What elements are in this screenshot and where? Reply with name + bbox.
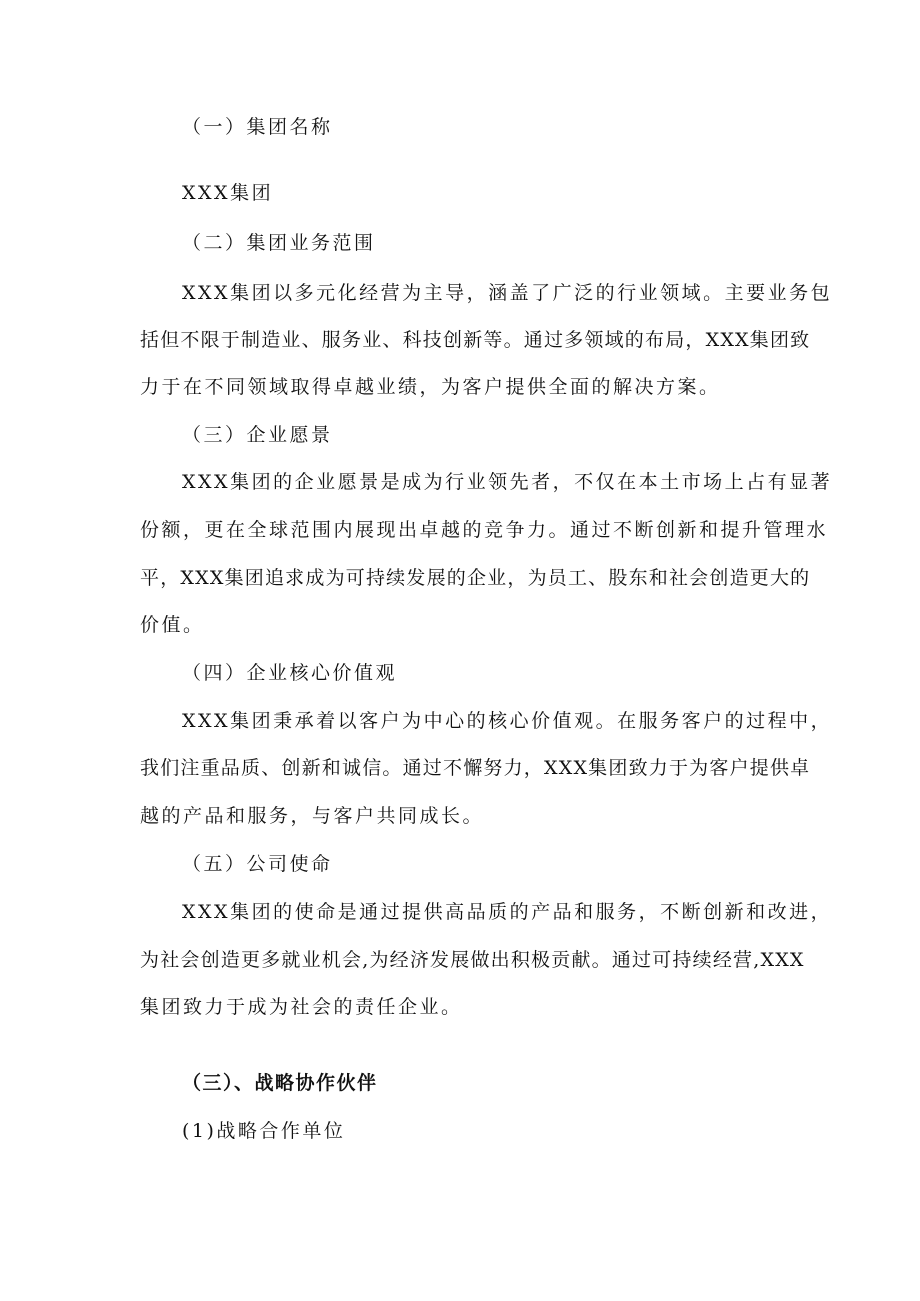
paragraph-line: XXX集团的使命是通过提供高品质的产品和服务，不断创新和改进， [182,901,833,923]
paragraph-line: 集团致力于成为社会的责任企业。 [140,996,463,1018]
section-heading-business-scope: （二）集团业务范围 [182,232,376,254]
section-heading-vision: （三）企业愿景 [182,424,333,446]
paragraph-line: XXX集团的企业愿景是成为行业领先者，不仅在本土市场上占有显著 [182,471,833,493]
subheading-strategic-cooperation-units: (1)战略合作单位 [182,1120,346,1142]
company-name-text: XXX集团 [182,182,274,204]
section-heading-strategic-partners: （三）、战略协作伙伴 [182,1072,378,1094]
paragraph-line: XXX集团秉承着以客户为中心的核心价值观。在服务客户的过程中， [182,710,833,732]
section-heading-core-values: （四）企业核心价值观 [182,662,398,684]
paragraph-line: 越的产品和服务，与客户共同成长。 [140,805,485,827]
paragraph-line: 份额，更在全球范围内展现出卓越的竞争力。通过不断创新和提升管理水 [140,519,829,541]
paragraph-line: 平，XXX集团追求成为可持续发展的企业，为员工、股东和社会创造更大的 [140,567,811,589]
section-heading-company-name: （一）集团名称 [182,116,333,138]
paragraph-line: 价值。 [140,614,205,636]
paragraph-line: 为社会创造更多就业机会,为经济发展做出积极贡献。通过可持续经营,XXX [140,949,805,971]
section-heading-mission: （五）公司使命 [182,853,333,875]
paragraph-line: 括但不限于制造业、服务业、科技创新等。通过多领域的布局，XXX集团致 [140,329,811,351]
paragraph-line: XXX集团以多元化经营为主导，涵盖了广泛的行业领域。主要业务包 [182,282,833,304]
paragraph-line: 力于在不同领域取得卓越业绩，为客户提供全面的解决方案。 [140,376,721,398]
paragraph-line: 我们注重品质、创新和诚信。通过不懈努力，XXX集团致力于为客户提供卓 [140,757,811,779]
